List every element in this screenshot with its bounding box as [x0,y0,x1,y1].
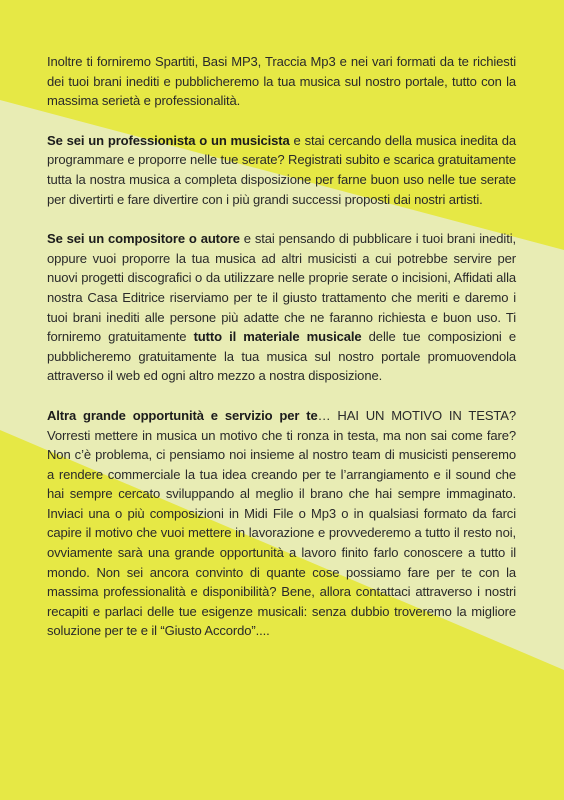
paragraph-opportunita-text: … HAI UN MOTIVO IN TESTA? Vorresti mettere in musica un motivo che ti ronza in testa, ma non sai come fare? Non c’è problema, ci pensiamo noi insieme al nostro team di musicisti penseremo a rendere commerciale la tua idea creando per te l’arrangiamento e il sound che hai sempre cercato sviluppando al meglio il brano che hai sempre immaginato. Inviaci una o più composizioni in Midi File o Mp3 o in qualsiasi formato da farci capire il motivo che vuoi mettere in lavorazione e provvederemo a tutto il resto noi, ovviamente sarà una grande opportunità a lavoro finito farlo conoscere a tutto il mondo. Non sei ancora convinto di quante cose possiamo fare per te con la massima professionalità e disponibilità? Bene, allora contattaci attraverso i nostri recapiti e parlaci delle tue esigenze musicali: senza dubbio troveremo la migliore soluzione per te e il “Giusto Accordo”.... [47,407,516,639]
paragraph-intro [47,52,516,111]
emphasis-materiale-musicale: tutto il materiale musicale [193,329,362,345]
paragraph-professionista [47,131,516,209]
paragraph-professionista-text: e stai cercando della musica inedita da programmare e proporre nelle tue serate? Registrati subito e scarica gratuitamente tutta la nostra musica a completa disposizione per farne buon uso nelle tue serate per divertirti e fare divertire con i più grandi successi proposti dai nostri artisti. [47,132,516,207]
heading-opportunita: Altra grande opportunità e servizio per te [47,407,318,423]
paragraph-intro-text: Inoltre ti forniremo Spartiti, Basi MP3, Traccia Mp3 e nei vari formati da te richiesti dei tuoi brani inediti e pubblicheremo la tua musica sul nostro portale, tutto con la massima serietà e professionalità. [47,54,516,109]
paragraph-opportunita [47,406,516,641]
paragraph-compositore-text-2: delle tue composizioni e pubblicheremo gratuitamente la tua musica sul nostro portale promuovendola attraverso il web ed ogni altro mezzo a nostra disposizione. [47,329,516,384]
paragraph-compositore-text-1: e stai pensando di pubblicare i tuoi brani inediti, oppure vuoi proporre la tua musica ad altri musicisti a cui potrebbe servire per nuovi progetti discografici o da utilizzare nelle proprie serate o incisioni, Affidati alla nostra Casa Editrice riserviamo per te il giusto trattamento che meriti e daremo i tuoi brani inediti alle persone più adatte che ne faranno richiesta e buon uso. Ti forniremo gratuitamente [47,231,517,345]
document-body [47,52,516,661]
heading-professionista: Se sei un professionista o un musicista [47,132,290,148]
paragraph-compositore [47,229,516,386]
heading-compositore: Se sei un compositore o autore [47,231,240,247]
